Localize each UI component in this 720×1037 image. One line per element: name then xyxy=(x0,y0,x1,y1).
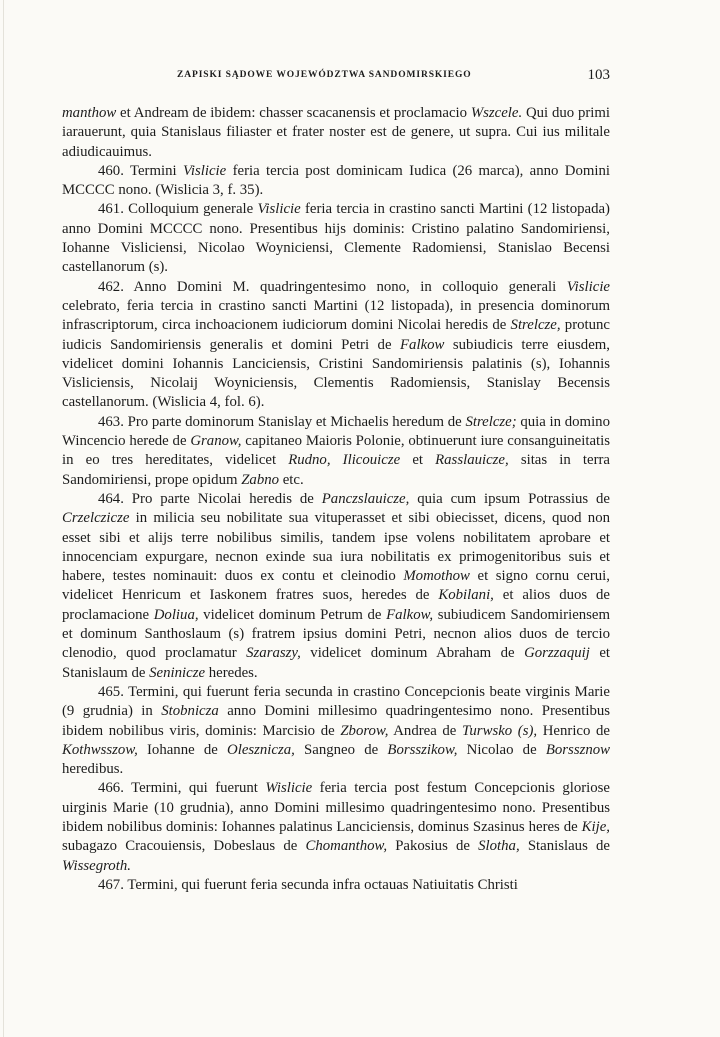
place-name: Momothow xyxy=(403,568,470,585)
place-name: Panczslauicze, xyxy=(321,490,410,507)
paragraph xyxy=(62,200,610,277)
text-segment: videlicet dominum Petrum de xyxy=(198,606,387,623)
text-segment: celebrato, feria tercia in crastino sancti Martini (12 listopada), in presencia dominorum infrascriptorum, circa inchoacionem iudiciorum domini Nicolai heredis de xyxy=(62,297,610,334)
page-header xyxy=(62,67,610,85)
text-segment: 464. Pro parte Nicolai heredis de xyxy=(98,490,322,507)
page-number: 103 xyxy=(587,67,610,83)
place-name: Vislicie xyxy=(566,278,610,295)
text-segment: 465. Termini, qui fuerunt feria secunda in crastino Concepcionis beate virginis Marie (9 grudnia) in xyxy=(62,683,610,720)
text-segment: videlicet dominum Abraham de xyxy=(300,645,525,662)
text-segment: anno Domini millesimo quadringentesimo nono. Presentibus ibidem nobilibus viris, dominis: Marcisio de xyxy=(62,703,611,739)
paragraph xyxy=(62,278,610,413)
place-name: Stobnicza xyxy=(161,703,219,720)
place-name: Falkow xyxy=(400,336,445,353)
paragraph xyxy=(62,104,610,162)
paragraph xyxy=(62,490,610,683)
paragraph xyxy=(62,413,610,490)
text-segment: Stanislaus de xyxy=(519,838,610,855)
text-segment: 463. Pro parte dominorum Stanislay et Michaelis heredum de xyxy=(98,413,466,430)
text-segment: Qui duo primi iarauerunt, quia Stanislaus filiaster et frater noster est de genere, ut supra. Cui ius militale adiudicauimus. xyxy=(62,105,610,160)
place-name: Borssznow xyxy=(545,741,610,758)
text-segment: protunc iudicis Sandomiriensis generalis et domini Petri de xyxy=(62,317,610,353)
place-name: Slotha, xyxy=(478,838,520,855)
place-name: Vislicie xyxy=(182,162,227,179)
place-name: Kobilani, xyxy=(438,587,494,604)
text-segment: Pakosius de xyxy=(387,838,479,855)
place-name: Szaraszy, xyxy=(246,645,301,662)
place-name: Chomanthow, xyxy=(305,838,388,855)
text-segment: heredibus. xyxy=(62,761,124,778)
place-name: Vislicie xyxy=(257,201,301,218)
place-name: Olesznicza, xyxy=(227,741,295,758)
text-segment: in milicia seu nobilitate sua vituperasset et sibi obiecisset, dicens, quod non esset sibi et alijs terre nobilibus similis, tandem ipse volens nobilitatem aprobare et innocenciam expurgare, necnon exinde sua iura nobilitatis ex primogenitoribus suis et habere, testes nominauit: duos ex contu et cleinodio xyxy=(62,510,610,585)
text-segment: feria tercia post festum Concepcionis gloriose uirginis Marie (10 grudnia), anno Domini millesimo quadringentesimo nono. Presentibus ibidem nobilibus dominis: Iohannes palatinus Lanciciensis, dominus Szasinus heres de xyxy=(62,780,610,835)
text-segment: quia cum ipsum Potrassius de xyxy=(409,490,610,507)
place-name: Falkow, xyxy=(386,606,434,623)
text-segment: subagazo Cracouiensis, Dobeslaus de xyxy=(62,838,306,855)
text-segment: Nicolao de xyxy=(457,741,546,758)
place-name: manthow xyxy=(62,105,117,121)
place-name: Crzelczicze xyxy=(62,510,130,527)
text-segment: 466. Termini, qui fuerunt xyxy=(98,780,266,797)
text-segment: sitas in terra Sandomiriensi, prope opidum xyxy=(62,452,610,488)
place-name: Seninicze xyxy=(149,664,206,681)
text-segment: subiudicem Sandomiriensem et dominum Santhoslaum (s) fratrem ipsius domini Petri, necnon alios duos de tercio clenodio, quod proclamatur xyxy=(62,606,610,662)
text-segment: 460. Termini xyxy=(98,162,183,179)
paragraph xyxy=(62,683,610,779)
text-segment: et xyxy=(400,452,436,469)
text-segment: et Stanislaum de xyxy=(62,645,610,681)
text-segment: et alios duos de proclamacione xyxy=(62,587,610,623)
text-segment: feria tercia in crastino sancti Martini (12 listopada) anno Domini MCCCC nono. Presentibus hijs dominis: Cristino palatino Sandomiriensi, Iohanne Visliciensi, Nicolao Woyniciensi, Clemente Radomiensi, Stanislao Becensi castellanorum (s). xyxy=(62,201,610,276)
text-segment: subiudicis terre eiusdem, videlicet domini Iohannis Lanciciensis, Cristini Sandomiriensis palatinis (s), Iohannis Visliciensis, Nicolaij Woyniciensis, Clementis Radomiensis, Stanislay Becensis castellanorum. (Wislicia 4, fol. 6). xyxy=(62,336,610,411)
place-name: Kije, xyxy=(581,818,610,835)
place-name: Rudno, Ilicouicze xyxy=(288,452,401,469)
text-segment: feria tercia post dominicam Iudica (26 marca), anno Domini MCCCC nono. (Wislicia 3, f. 35). xyxy=(62,162,610,199)
text-segment: capitaneo Maioris Polonie, obtinuerunt iure consanguineitatis in eo tres hereditates, videlicet xyxy=(62,433,610,469)
text-segment: Henrico de xyxy=(537,722,610,739)
place-name: Strelcze; xyxy=(465,413,517,430)
body-text xyxy=(62,104,610,895)
place-name: Wissegroth. xyxy=(62,857,131,874)
paragraph xyxy=(62,162,610,201)
text-segment: Andrea de xyxy=(388,722,462,739)
text-segment: quia in domino Wincencio herede de xyxy=(62,413,610,450)
place-name: Turwsko (s), xyxy=(462,722,538,739)
page-edge xyxy=(3,0,4,1037)
place-name: Kothwsszow, xyxy=(62,741,138,758)
text-segment: 461. Colloquium generale xyxy=(98,201,258,218)
text-segment: 462. Anno Domini M. quadringentesimo nono, in colloquio generali xyxy=(98,278,567,295)
text-segment: etc. xyxy=(279,471,304,488)
paragraph xyxy=(62,779,610,875)
place-name: Doliua, xyxy=(153,606,199,623)
place-name: Granow, xyxy=(190,433,242,450)
place-name: Borsszikow, xyxy=(387,741,458,758)
place-name: Strelcze, xyxy=(510,317,561,334)
place-name: Gorzzaquij xyxy=(524,645,590,662)
running-head: ZAPISKI SĄDOWE WOJEWÓDZTWA SANDOMIRSKIEGO xyxy=(177,70,472,80)
text-segment: Sangneo de xyxy=(294,741,388,758)
place-name: Wszcele. xyxy=(470,105,523,121)
place-name: Zborow, xyxy=(340,722,389,739)
paragraph xyxy=(62,876,610,895)
place-name: Rasslauicze, xyxy=(435,452,509,469)
place-name: Zabno xyxy=(241,471,280,488)
text-segment: Iohanne de xyxy=(137,741,228,758)
place-name: Wislicie xyxy=(265,780,313,797)
text-segment: 467. Termini, qui fuerunt feria secunda infra octauas Natiuitatis Christi xyxy=(98,876,518,893)
text-segment: heredes. xyxy=(205,664,258,681)
text-segment: et signo cornu cerui, videlicet Henricum et Iaskonem fratres suos, heredes de xyxy=(62,568,610,604)
text-segment: et Andream de ibidem: chasser scacanensis et proclamacio xyxy=(116,105,471,121)
